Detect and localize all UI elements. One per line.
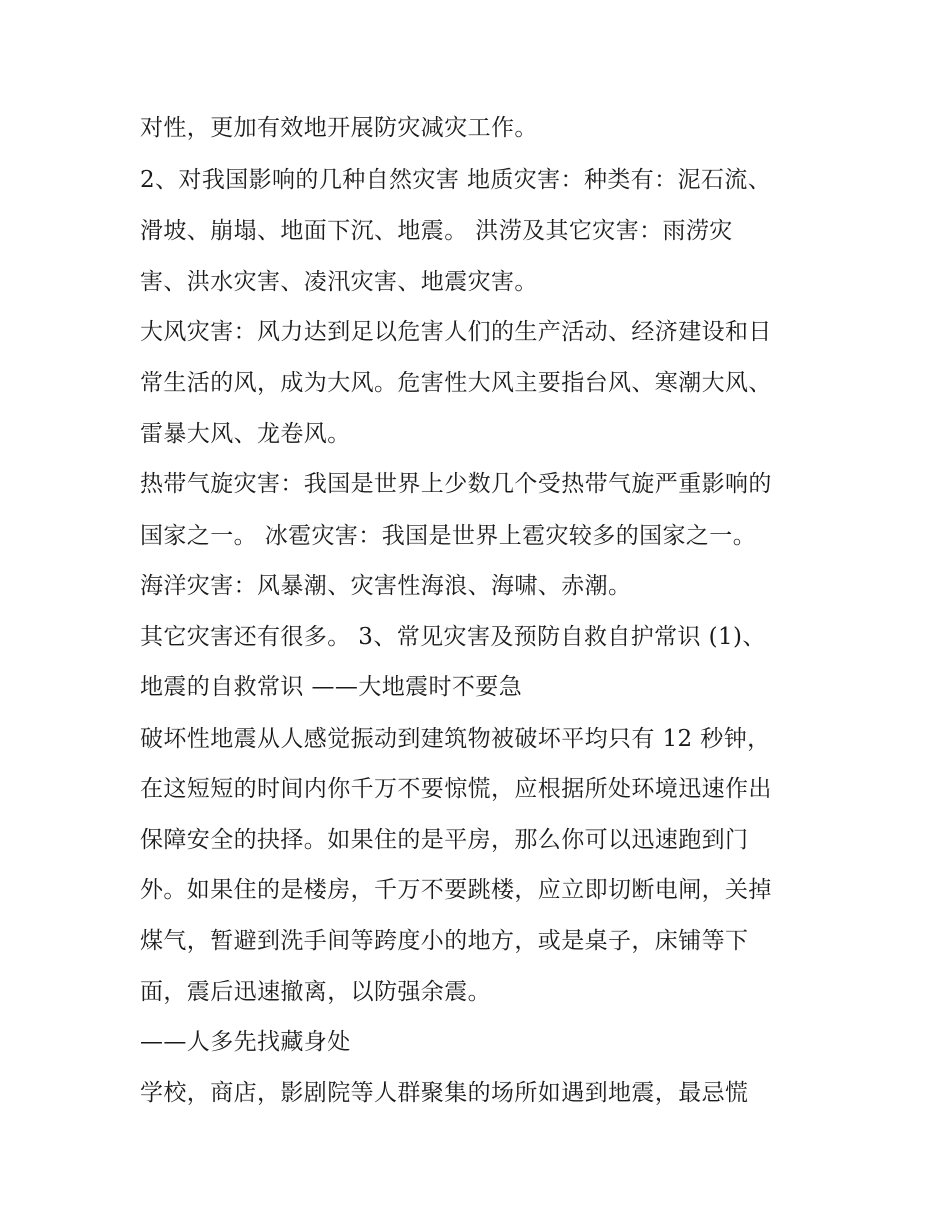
text-line: 学校，商店，影剧院等人群聚集的场所如遇到地震，最忌慌 <box>140 1080 749 1106</box>
text-line: ——人多先找藏身处 <box>140 1029 351 1055</box>
text-line: 滑坡、崩塌、地面下沉、地震。 洪涝及其它灾害：雨涝灾 <box>140 218 733 244</box>
text-line: 在这短短的时间内你千万不要惊慌，应根据所处环境迅速作出 <box>140 776 772 802</box>
text-line: 大风灾害：风力达到足以危害人们的生产活动、经济建设和日 <box>140 319 772 345</box>
text-line: 国家之一。 冰雹灾害：我国是世界上雹灾较多的国家之一。 <box>140 523 757 549</box>
text-line: 保障安全的抉择。如果住的是平房，那么你可以迅速跑到门 <box>140 827 749 853</box>
text-line: 其它灾害还有很多。 3、常见灾害及预防自救自护常识 (1)、 <box>140 624 766 650</box>
text-line: 面，震后迅速撤离，以防强余震。 <box>140 979 491 1005</box>
text-line: 常生活的风，成为大风。危害性大风主要指台风、寒潮大风、 <box>140 370 772 396</box>
text-line: 海洋灾害：风暴潮、灾害性海浪、海啸、赤潮。 <box>140 573 632 599</box>
text-line: 破坏性地震从人感觉振动到建筑物被破坏平均只有 12 秒钟， <box>140 726 771 752</box>
text-line: 煤气，暂避到洗手间等跨度小的地方，或是桌子，床铺等下 <box>140 928 749 954</box>
text-line: 害、洪水灾害、凌汛灾害、地震灾害。 <box>140 269 538 295</box>
text-line: 对性，更加有效地开展防灾减灾工作。 <box>140 115 538 141</box>
text-line: 雷暴大风、龙卷风。 <box>140 421 351 447</box>
text-line: 外。如果住的是楼房，千万不要跳楼，应立即切断电闸，关掉 <box>140 877 772 903</box>
text-line: 2、对我国影响的几种自然灾害 地质灾害：种类有：泥石流、 <box>140 167 772 193</box>
text-line: 热带气旋灾害：我国是世界上少数几个受热带气旋严重影响的 <box>140 471 772 497</box>
text-line: 地震的自救常识 ——大地震时不要急 <box>140 674 523 700</box>
